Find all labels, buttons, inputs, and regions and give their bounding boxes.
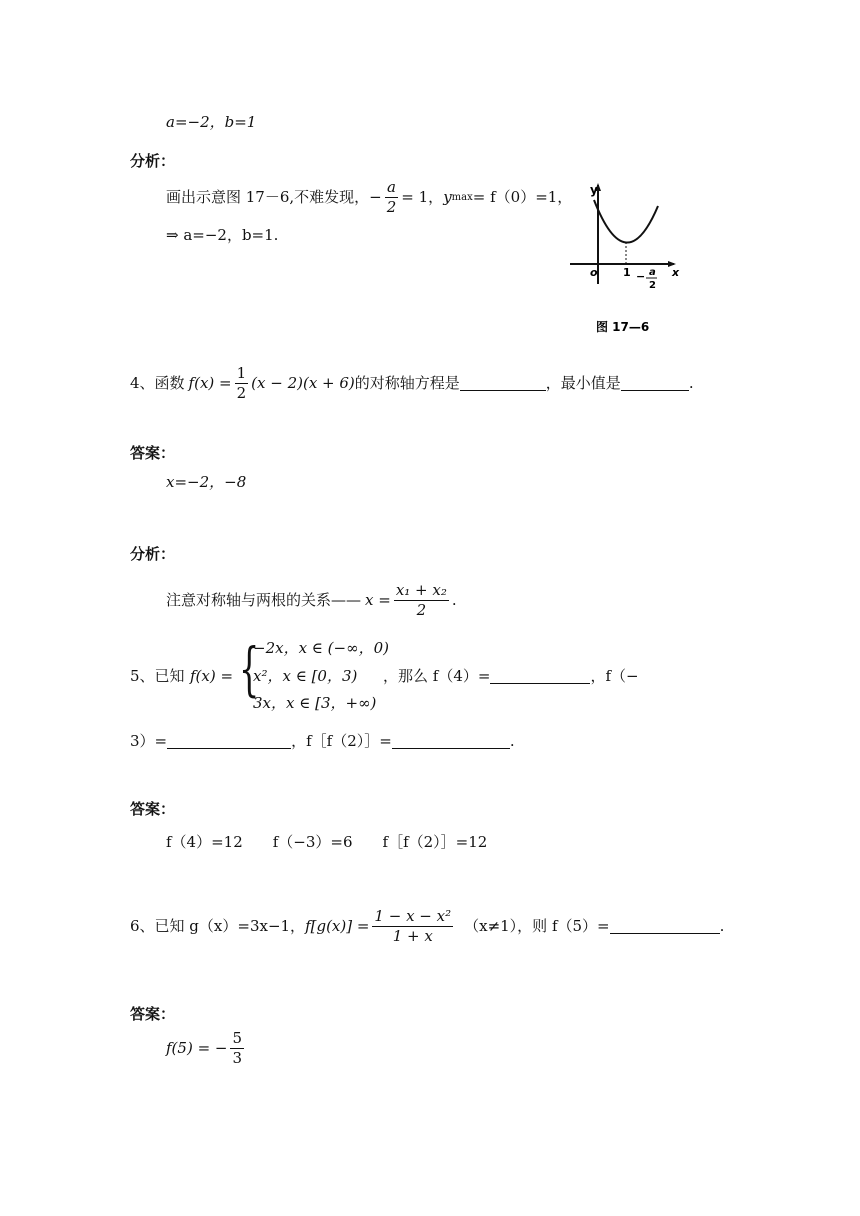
answer-q6 (166, 1031, 247, 1066)
answer-q4: x=−2，−8 (166, 473, 247, 491)
q4-analysis-text: 注意对称轴与两根的关系—— (166, 591, 362, 609)
q6-frac-den: 1 + x (392, 927, 433, 945)
analysis-q4 (166, 583, 457, 618)
question-6 (130, 909, 724, 944)
q4-sep: ，最小值是 (545, 374, 621, 392)
x-label: x (672, 266, 680, 279)
answer-q5: f（4）=12 f（−3）=6 f［f（2）］=12 (166, 833, 488, 851)
q4-fraction (235, 366, 249, 401)
q5-blank-f4[interactable] (490, 669, 590, 684)
eq-one: = 1， (401, 188, 444, 206)
tick-frac-num: a (649, 267, 656, 278)
tick-frac-den: 2 (649, 280, 656, 291)
fraction-num: a (387, 178, 396, 196)
q5-blank-f-neg3[interactable] (167, 734, 291, 749)
tick-label-1: 1 (623, 266, 631, 279)
analysis-heading-q4: 分析： (130, 545, 176, 563)
q4-analysis-num: x₁ + x₂ (395, 581, 447, 599)
q5-func: f(x) = (190, 667, 234, 685)
q6-blank-f5[interactable] (610, 919, 720, 934)
q4-analysis-den: 2 (416, 601, 427, 619)
q6-answer-left: f(5) = − (166, 1039, 228, 1057)
q4-mid: 的对称轴方程是 (354, 374, 460, 392)
q5-end: . (509, 732, 515, 750)
question-4 (130, 366, 694, 401)
q4-blank-min[interactable] (621, 376, 689, 391)
fraction-den: 2 (386, 198, 397, 216)
q5-case-3: 3x，x ∈ [3，+∞) (253, 694, 377, 712)
q4-analysis-x: x = (365, 591, 391, 609)
origin-label: o (590, 266, 598, 279)
q6-func: f[g(x)] = (305, 917, 370, 935)
q6-cond: （x≠1），则 f（5）= (464, 917, 610, 935)
analysis-text-q3 (166, 180, 572, 215)
answer-line-q3: a=−2，b=1 (166, 113, 257, 131)
y-label: y (590, 183, 598, 197)
parabola-curve (594, 200, 658, 243)
tick-minus: − (636, 270, 646, 283)
q6-prefix: 6、已知 g（x）=3x−1， (130, 917, 306, 935)
figure-17-6 (560, 180, 690, 340)
q6-fraction (372, 909, 453, 944)
q6-answer-den: 3 (232, 1049, 243, 1067)
q6-answer-fraction (230, 1031, 244, 1066)
q5-line2 (130, 734, 515, 749)
q5-ask2: ，f（− (590, 667, 639, 685)
minus-sign: − (369, 188, 382, 206)
q5-line1-rest (383, 669, 639, 684)
q4-analysis-end: . (451, 591, 457, 609)
q5-line2-start: 3）= (130, 732, 168, 750)
q6-end: . (719, 917, 725, 935)
analysis-heading-q3: 分析： (130, 152, 176, 170)
fraction-a-over-2 (385, 180, 399, 215)
q4-func: f(x) = (188, 374, 232, 392)
q5-case-2: x²，x ∈ [0，3) (253, 667, 358, 685)
q4-expr: (x − 2)(x + 6) (251, 374, 355, 392)
ymax-y: y (443, 188, 452, 206)
answer-heading-q6: 答案： (130, 1005, 176, 1023)
q5-prefix: 5、已知 (130, 667, 185, 685)
figure-caption: 图 17—6 (596, 320, 650, 334)
q4-frac-den: 2 (236, 384, 247, 402)
ymax-rest: = f（0）=1， (472, 188, 573, 206)
q4-frac-num: 1 (236, 364, 247, 382)
q5-blank-ff2[interactable] (392, 734, 510, 749)
q4-end: . (688, 374, 694, 392)
answer-heading-q4: 答案： (130, 444, 176, 462)
result-line-q3: ⇒ a=−2，b=1. (166, 226, 279, 244)
q4-prefix: 4、函数 (130, 374, 185, 392)
q5-case-1: −2x，x ∈ (−∞，0) (253, 639, 389, 657)
analysis-pre: 画出示意图 17－6,不难发现， (166, 188, 370, 206)
q6-answer-num: 5 (232, 1029, 243, 1047)
q6-frac-num: 1 − x − x² (374, 907, 452, 925)
answer-heading-q5: 答案： (130, 800, 176, 818)
ymax-sub: max (451, 191, 473, 203)
q5-brace: { (239, 635, 260, 703)
q5-ask3: ，f［f（2）］= (291, 732, 392, 750)
q4-blank-axis[interactable] (460, 376, 546, 391)
q5-ask1: ，那么 f（4）= (383, 667, 491, 685)
q4-analysis-fraction (394, 583, 449, 618)
